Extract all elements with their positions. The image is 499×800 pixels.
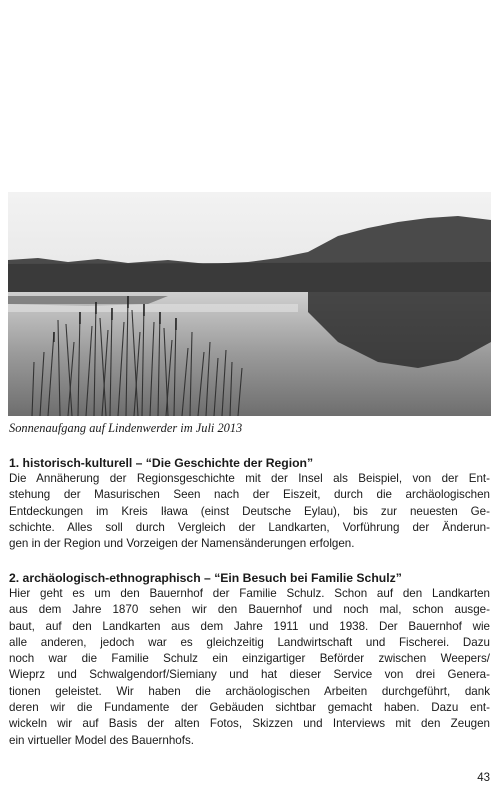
section-historisch-kulturell [9, 455, 490, 552]
body-line: Wieprz und Schwalgendorf/Siemiany und hat dieser Service von drei Genera- [9, 668, 490, 682]
photo-lake-sunrise [8, 192, 491, 416]
body-line: Die Annäherung der Regionsgeschichte mit der Insel als Beispiel, von der Ent- [9, 472, 490, 485]
body-line: baut, auf den Landkarten aus dem Jahre 1911 und 1938. Der Bauernhof wie [9, 619, 490, 633]
body-line: aus dem Jahre 1870 sehen wir den Bauernhof und noch mal, schon ausge- [9, 603, 490, 617]
figure-caption: Sonnenaufgang auf Lindenwerder im Juli 2013 [9, 421, 243, 435]
body-line: alle anderen, jedoch war es gleichzeitig Landwirtschaft und Fischerei. Dazu [9, 635, 490, 649]
body-line: tionen geleistet. Wir haben die archäologischen Arbeiten durchgeführt, dank [9, 684, 490, 698]
body-line: Hier geht es um den Bauernhof der Familie Schulz. Schon auf den Landkarten [9, 587, 490, 600]
body-line: wickeln wir auf Basis der alten Fotos, Skizzen und Interviews mit den Zeugen [9, 717, 490, 731]
body-line: ein virtueller Model des Bauernhofs. [9, 733, 194, 747]
section-heading: 2. archäologisch-ethnographisch – “Ein Besuch bei Familie Schulz” [9, 571, 402, 585]
body-line: schichte. Alles soll durch Vergleich der Landkarten, Vorführung der Änderun- [9, 520, 490, 534]
body-line: Entdeckungen im Kreis Iława (einst Deutsche Eylau), bis zur neuesten Ge- [9, 504, 490, 518]
section-archaeologisch-ethnographisch [9, 570, 490, 749]
body-line: gen in der Region und Vorzeigen der Namensänderungen erfolgen. [9, 537, 355, 551]
lake-photo-graphic [8, 192, 491, 416]
body-line: noch war die Familie Schulz ein einzigartiger Beförder zwischen Weepers/ [9, 652, 490, 666]
section-heading: 1. historisch-kulturell – “Die Geschichte der Region” [9, 456, 314, 470]
body-line: deren wir die Fundamente der Gebäuden sichtbar gemacht haben. Dazu ent- [9, 701, 490, 715]
body-line: stehung der Masurischen Seen nach der Eiszeit, durch die archäologischen [9, 488, 490, 502]
page-number: 43 [477, 772, 490, 784]
